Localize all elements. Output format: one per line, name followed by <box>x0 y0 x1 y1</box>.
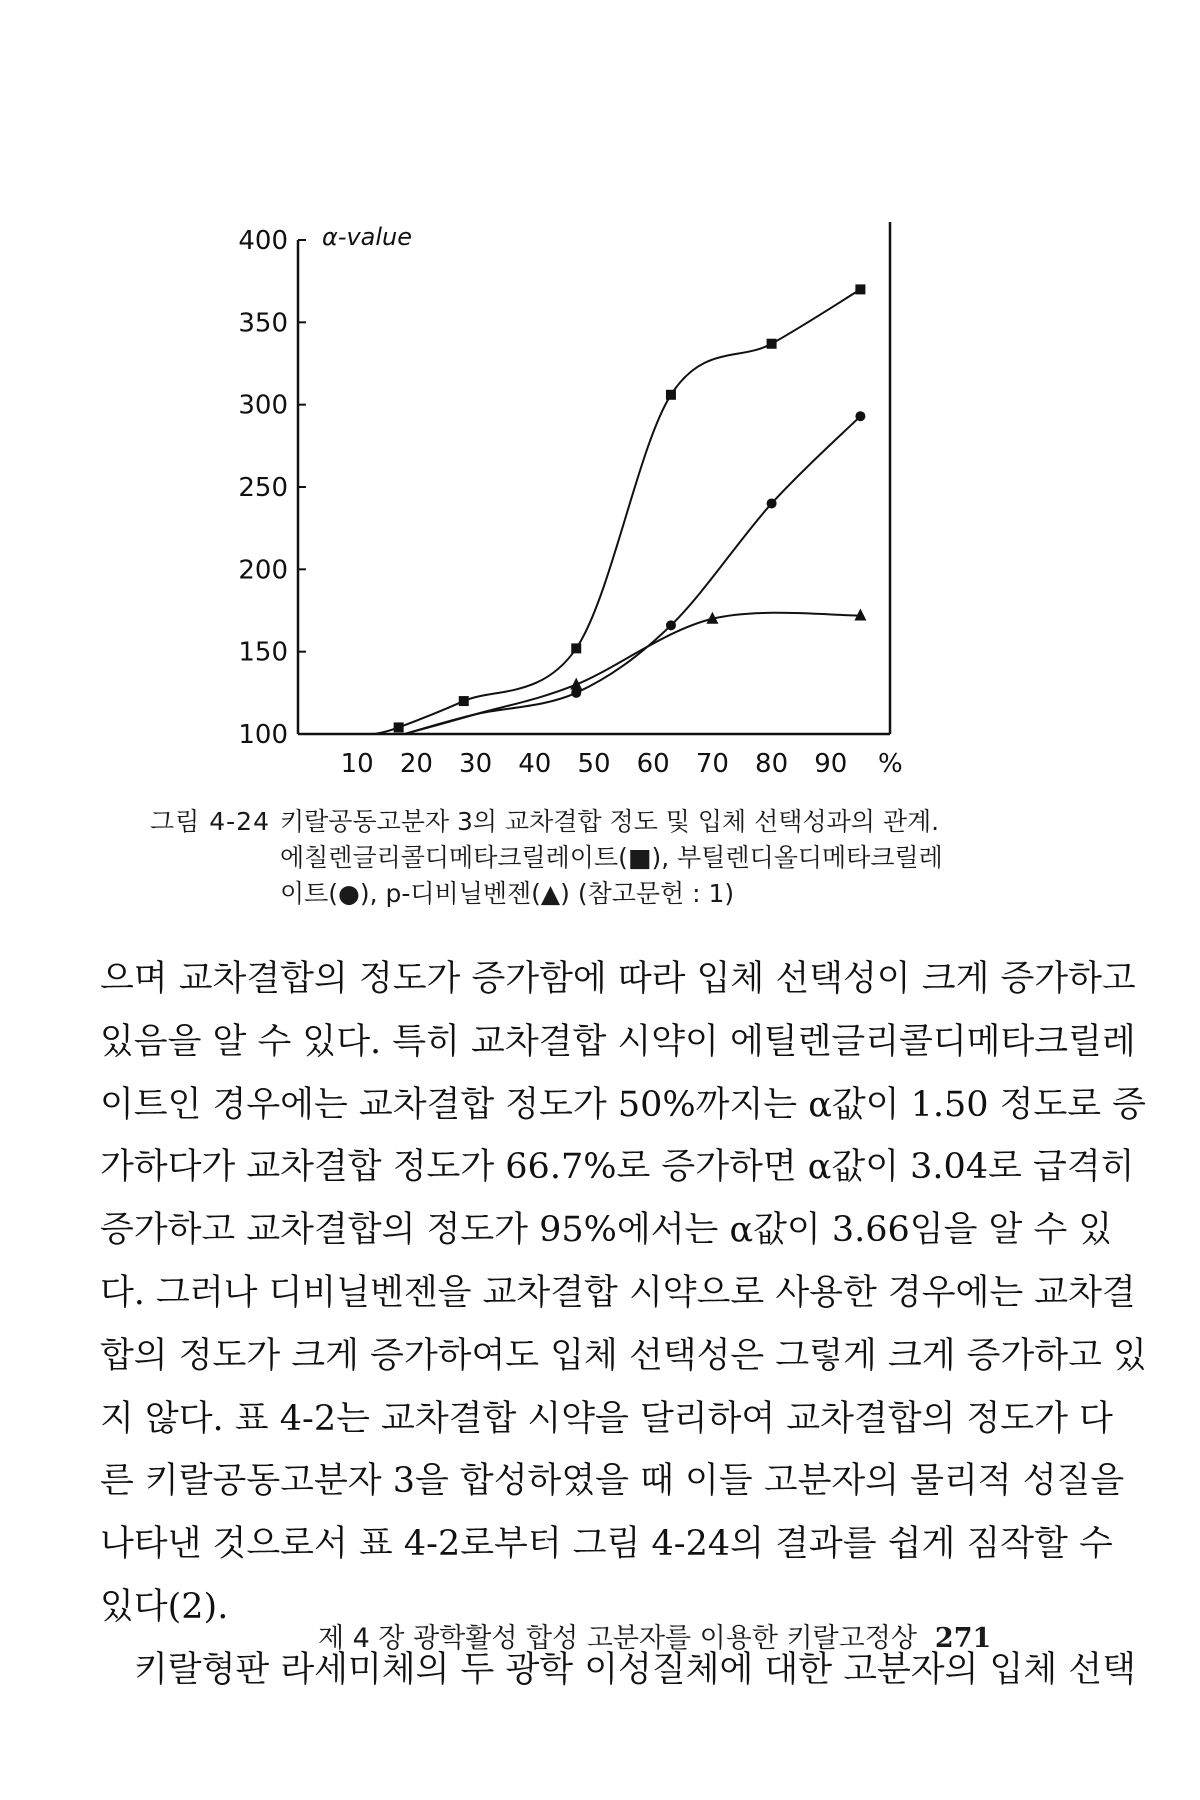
y-tick-label: 350 <box>238 308 288 339</box>
body-line: 지 않다. 표 4-2는 교차결합 시약을 달리하여 교차결합의 정도가 다 <box>100 1398 1113 1439</box>
caption-line: 에칠렌글리콜디메타크릴레이트(■), 부틸렌디올디메타크릴레 <box>280 843 943 872</box>
body-line: 있다(2). <box>100 1586 229 1627</box>
data-point-square <box>855 284 865 294</box>
x-tick-label: 40 <box>518 749 552 779</box>
page-number: 271 <box>934 1623 992 1654</box>
y-tick-label: 400 <box>238 226 288 256</box>
body-line: 이트인 경우에는 교차결합 정도가 50%까지는 α값이 1.50 정도로 증 <box>100 1084 1146 1125</box>
x-tick-label: 10 <box>340 749 374 779</box>
data-point-circle <box>767 498 777 508</box>
x-tick-label: 60 <box>636 749 670 779</box>
body-line: 다. 그러나 디비닐벤젠을 교차결합 시약으로 사용한 경우에는 교차결 <box>100 1272 1136 1313</box>
y-axis-ticks <box>238 226 306 750</box>
caption-body <box>280 804 1040 912</box>
body-line: 으며 교차결합의 정도가 증가함에 따라 입체 선택성이 크게 증가하고 <box>100 959 1136 999</box>
y-tick-label: 300 <box>238 390 288 421</box>
data-point-circle <box>666 620 676 630</box>
chart-axes <box>298 222 890 734</box>
body-line: 키랄형판 라세미체의 두 광학 이성질체에 대한 고분자의 입체 선택 <box>134 1649 1136 1690</box>
y-axis-label: α-value <box>322 223 413 251</box>
body-line: 증가하고 교차결합의 정도가 95%에서는 α값이 3.66임을 알 수 있 <box>100 1210 1113 1251</box>
body-line: 른 키랄공동고분자 3을 합성하였을 때 이들 고분자의 물리적 성질을 <box>100 1461 1125 1502</box>
y-tick-label: 150 <box>238 637 288 668</box>
alpha-value-chart <box>0 0 1200 790</box>
body-paragraph <box>100 948 1147 1702</box>
x-tick-label: 50 <box>577 749 611 779</box>
series-curve-circle <box>405 416 861 734</box>
x-tick-label: 30 <box>459 749 493 779</box>
body-line: 합의 정도가 크게 증가하여도 입체 선택성은 그렇게 크게 증가하고 있 <box>100 1335 1147 1376</box>
x-tick-label: 80 <box>755 749 789 779</box>
data-point-circle <box>855 411 865 421</box>
caption-line: 키랄공동고분자 3의 교차결합 정도 및 입체 선택성과의 관계. <box>280 807 940 836</box>
figure-caption <box>150 804 1070 912</box>
y-tick-label: 200 <box>238 555 288 586</box>
caption-line: 이트(●), p-디비닐벤젠(▲) (참고문헌 : 1) <box>280 879 735 908</box>
page-footer <box>318 1616 998 1655</box>
footer-chapter-title: 제 4 장 광학활성 합성 고분자를 이용한 키랄고정상 <box>318 1623 917 1654</box>
caption-label: 그림 4-24 <box>150 807 270 836</box>
series-markers <box>394 284 867 732</box>
series-curves <box>375 289 860 734</box>
data-point-square <box>767 339 777 349</box>
data-point-square <box>459 696 469 706</box>
y-tick-label: 250 <box>238 473 288 503</box>
x-unit-label: % <box>878 749 903 779</box>
body-line: 나타낸 것으로서 표 4-2로부터 그림 4-24의 결과를 쉽게 짐작할 수 <box>100 1524 1113 1565</box>
series-curve-triangle <box>405 613 861 734</box>
data-point-square <box>394 722 404 732</box>
y-tick-label: 100 <box>238 720 288 750</box>
x-axis-ticks <box>341 749 903 779</box>
body-line: 가하다가 교차결합 정도가 66.7%로 증가하면 α값이 3.04로 급격히 <box>100 1147 1135 1188</box>
series-curve-square <box>375 289 860 734</box>
data-point-square <box>666 390 676 400</box>
body-line: 있음을 알 수 있다. 특히 교차결합 시약이 에틸렌글리콜디메타크릴레 <box>100 1021 1136 1062</box>
data-point-square <box>571 643 581 653</box>
x-tick-label: 90 <box>814 749 848 779</box>
x-tick-label: 70 <box>695 749 729 779</box>
x-tick-label: 20 <box>399 749 433 779</box>
